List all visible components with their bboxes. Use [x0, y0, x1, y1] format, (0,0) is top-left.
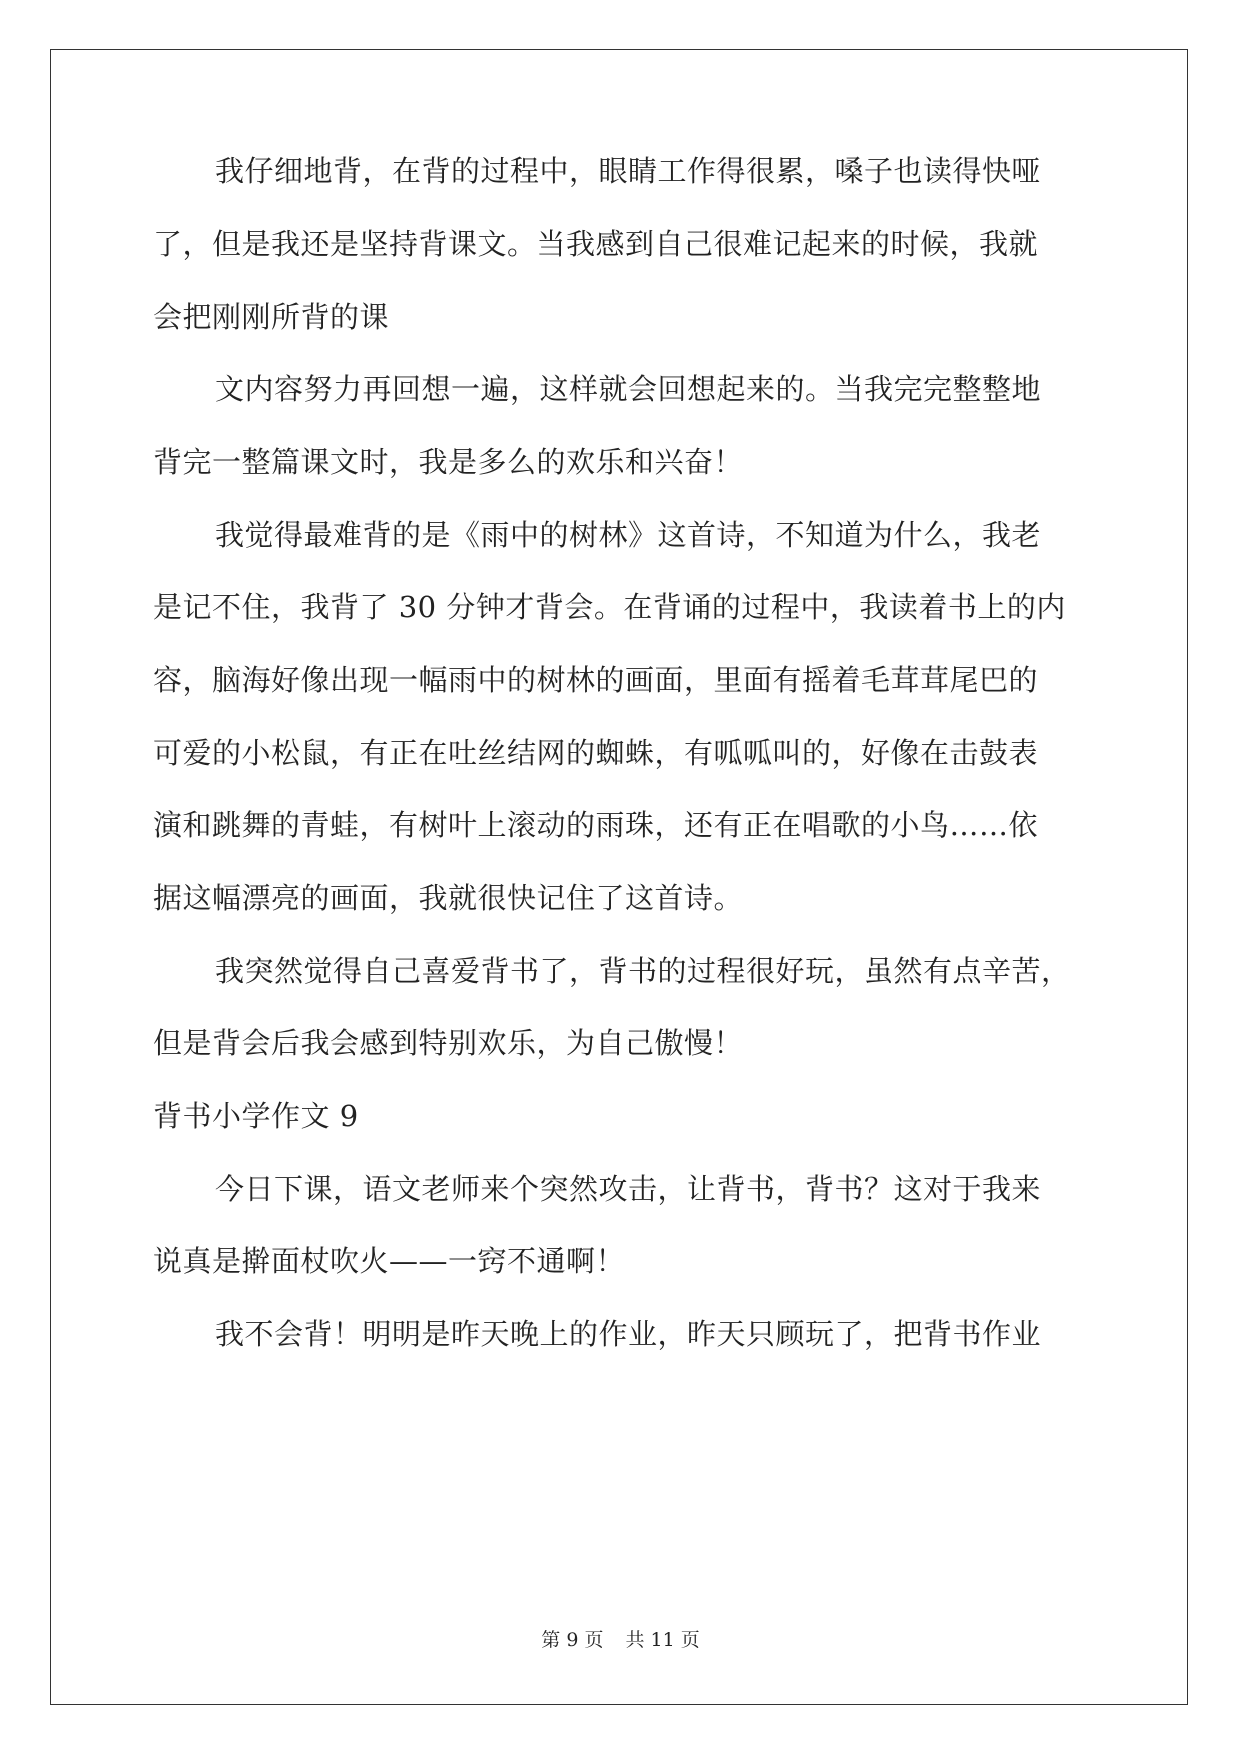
text-line: 会把刚刚所背的课 — [153, 300, 390, 334]
section-heading: 背书小学作文 9 — [153, 1099, 359, 1133]
text-line: 但是背会后我会感到特别欢乐，为自己傲慢！ — [153, 1026, 744, 1060]
text-line: 据这幅漂亮的画面，我就很快记住了这首诗。 — [153, 881, 744, 915]
text-line: 背完一整篇课文时，我是多么的欢乐和兴奋！ — [153, 445, 744, 479]
text-line: 了，但是我还是坚持背课文。当我感到自己很难记起来的时候，我就 — [153, 227, 1039, 261]
page-footer — [0, 1628, 1241, 1652]
text-line: 今日下课，语文老师来个突然攻击，让背书，背书？这对于我来 — [215, 1172, 1042, 1206]
text-line: 我突然觉得自己喜爱背书了，背书的过程很好玩，虽然有点辛苦， — [215, 954, 1071, 988]
text-line: 我仔细地背，在背的过程中，眼睛工作得很累，嗓子也读得快哑 — [215, 154, 1042, 188]
text-line: 我觉得最难背的是《雨中的树林》这首诗，不知道为什么，我老 — [215, 518, 1042, 552]
page-number: 第 9 页 — [541, 1629, 604, 1651]
page-total: 共 11 页 — [625, 1629, 700, 1651]
text-line: 可爱的小松鼠，有正在吐丝结网的蜘蛛，有呱呱叫的，好像在击鼓表 — [153, 736, 1039, 770]
page-border — [50, 49, 1188, 1705]
text-line: 容，脑海好像出现一幅雨中的树林的画面，里面有摇着毛茸茸尾巴的 — [153, 663, 1039, 697]
text-line: 是记不住，我背了 30 分钟才背会。在背诵的过程中，我读着书上的内 — [153, 590, 1066, 624]
text-line: 说真是擀面杖吹火——一窍不通啊！ — [153, 1244, 626, 1278]
text-line: 文内容努力再回想一遍，这样就会回想起来的。当我完完整整地 — [215, 372, 1042, 406]
text-line: 演和跳舞的青蛙，有树叶上滚动的雨珠，还有正在唱歌的小鸟……依 — [153, 808, 1039, 842]
text-line: 我不会背！明明是昨天晚上的作业，昨天只顾玩了，把背书作业 — [215, 1317, 1042, 1351]
